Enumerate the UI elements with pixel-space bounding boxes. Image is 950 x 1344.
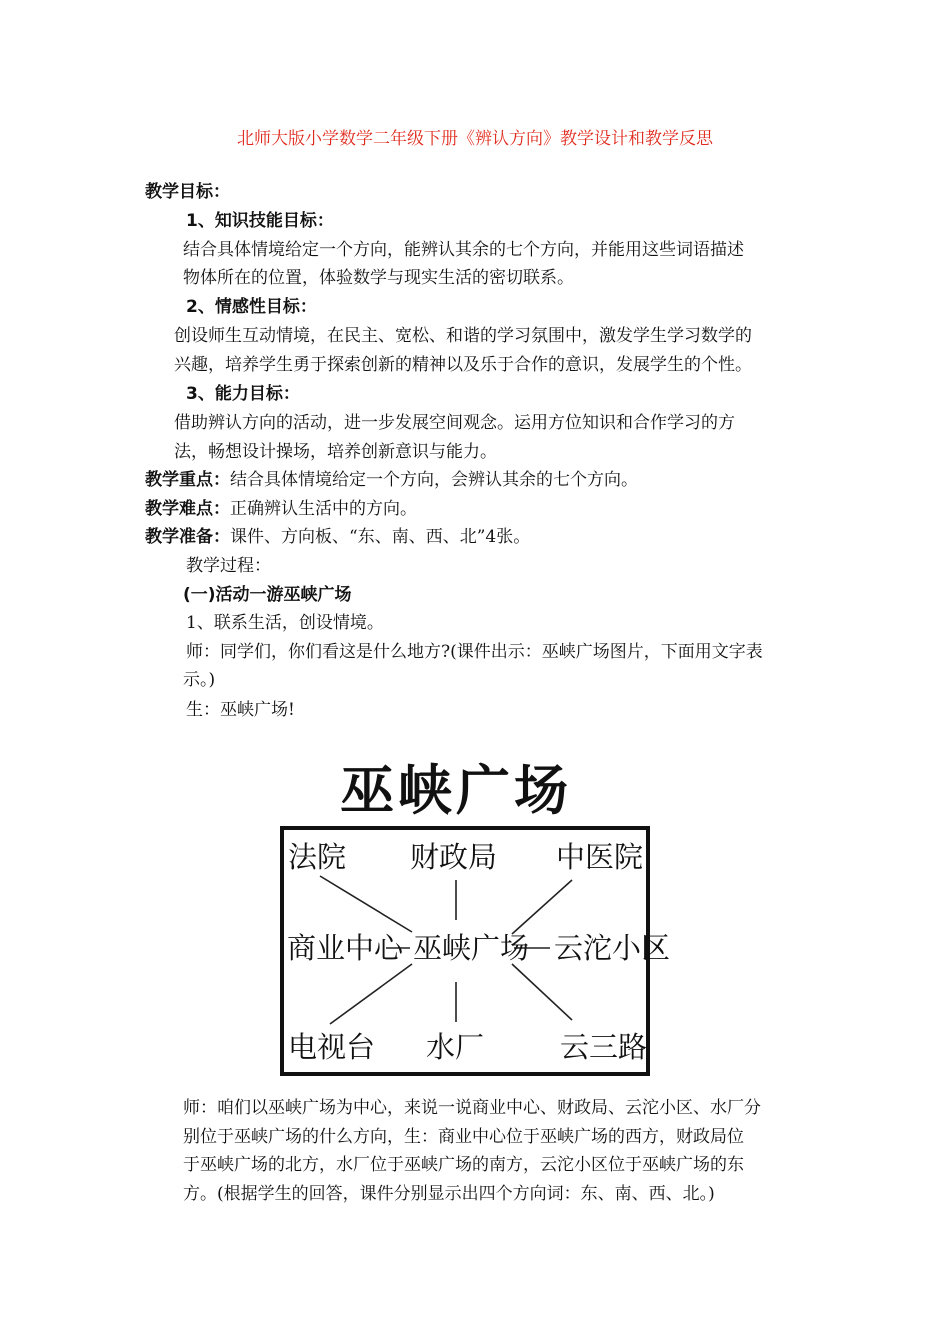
label-northeast: 中医院 bbox=[556, 840, 644, 874]
key-point-text: 结合具体情境给定一个方向，会辨认其余的七个方向。 bbox=[230, 470, 638, 490]
discussion-line-1: 师：咱们以巫峡广场为中心，来说一说商业中心、财政局、云沱小区、水厂分 bbox=[183, 1098, 761, 1118]
discussion-line-2: 别位于巫峡广场的什么方向，生：商业中心位于巫峡广场的西方，财政局位 bbox=[183, 1127, 744, 1147]
knowledge-line-1: 结合具体情境给定一个方向，能辨认其余的七个方向，并能用这些词语描述 bbox=[183, 240, 744, 260]
line-sw bbox=[330, 964, 412, 1024]
line-ne bbox=[512, 880, 572, 934]
line-se bbox=[512, 964, 572, 1020]
teacher-line-2: 示。) bbox=[183, 670, 216, 690]
ability-line-2: 法，畅想设计操场，培养创新意识与能力。 bbox=[174, 442, 497, 462]
label-west: 商业中心 bbox=[287, 931, 404, 965]
label-south: 水厂 bbox=[426, 1030, 485, 1064]
knowledge-line-2: 物体所在的位置，体验数学与现实生活的密切联系。 bbox=[183, 268, 574, 288]
label-northwest: 法院 bbox=[288, 840, 347, 874]
preparation-label: 教学准备： bbox=[145, 527, 230, 547]
label-north: 财政局 bbox=[410, 840, 498, 874]
label-east: 云沱小区 bbox=[554, 931, 671, 965]
emotion-line-1: 创设师生互动情境，在民主、宽松、和谐的学习氛围中，激发学生学习数学的 bbox=[174, 326, 752, 346]
diagram-title: 巫峡广场 bbox=[340, 759, 572, 822]
knowledge-heading: 1、知识技能目标： bbox=[186, 211, 334, 231]
process-heading: 教学过程： bbox=[186, 556, 271, 576]
step-1: 1、联系生活，创设情境。 bbox=[186, 613, 384, 633]
emotion-line-2: 兴趣，培养学生勇于探索创新的精神以及乐于合作的意识，发展学生的个性。 bbox=[174, 355, 752, 375]
student-reply: 生：巫峡广场! bbox=[186, 700, 295, 720]
ability-heading: 3、能力目标： bbox=[186, 384, 300, 404]
label-center: 巫峡广场 bbox=[413, 931, 530, 965]
discussion-line-3: 于巫峡广场的北方，水厂位于巫峡广场的南方，云沱小区位于巫峡广场的东 bbox=[183, 1155, 744, 1175]
line-nw bbox=[320, 876, 412, 932]
label-southeast: 云三路 bbox=[560, 1030, 648, 1064]
preparation-text: 课件、方向板、“东、南、西、北”4张。 bbox=[230, 527, 531, 547]
label-southwest: 电视台 bbox=[288, 1030, 376, 1064]
difficulty-text: 正确辨认生活中的方向。 bbox=[230, 499, 417, 519]
difficulty-label: 教学难点： bbox=[145, 499, 230, 519]
objectives-heading: 教学目标： bbox=[145, 182, 230, 202]
emotion-heading: 2、情感性目标： bbox=[186, 297, 317, 317]
key-point-label: 教学重点： bbox=[145, 470, 230, 490]
teacher-line-1: 师：同学们，你们看这是什么地方?(课件出示：巫峡广场图片，下面用文字表 bbox=[186, 642, 763, 662]
document-title: 北师大版小学数学二年级下册《辨认方向》教学设计和教学反思 bbox=[237, 129, 713, 149]
activity-heading: (一)活动一游巫峡广场 bbox=[183, 585, 352, 605]
ability-line-1: 借助辨认方向的活动，进一步发展空间观念。运用方位知识和合作学习的方 bbox=[174, 413, 735, 433]
discussion-line-4: 方。(根据学生的回答，课件分别显示出四个方向词：东、南、西、北。) bbox=[183, 1184, 715, 1204]
